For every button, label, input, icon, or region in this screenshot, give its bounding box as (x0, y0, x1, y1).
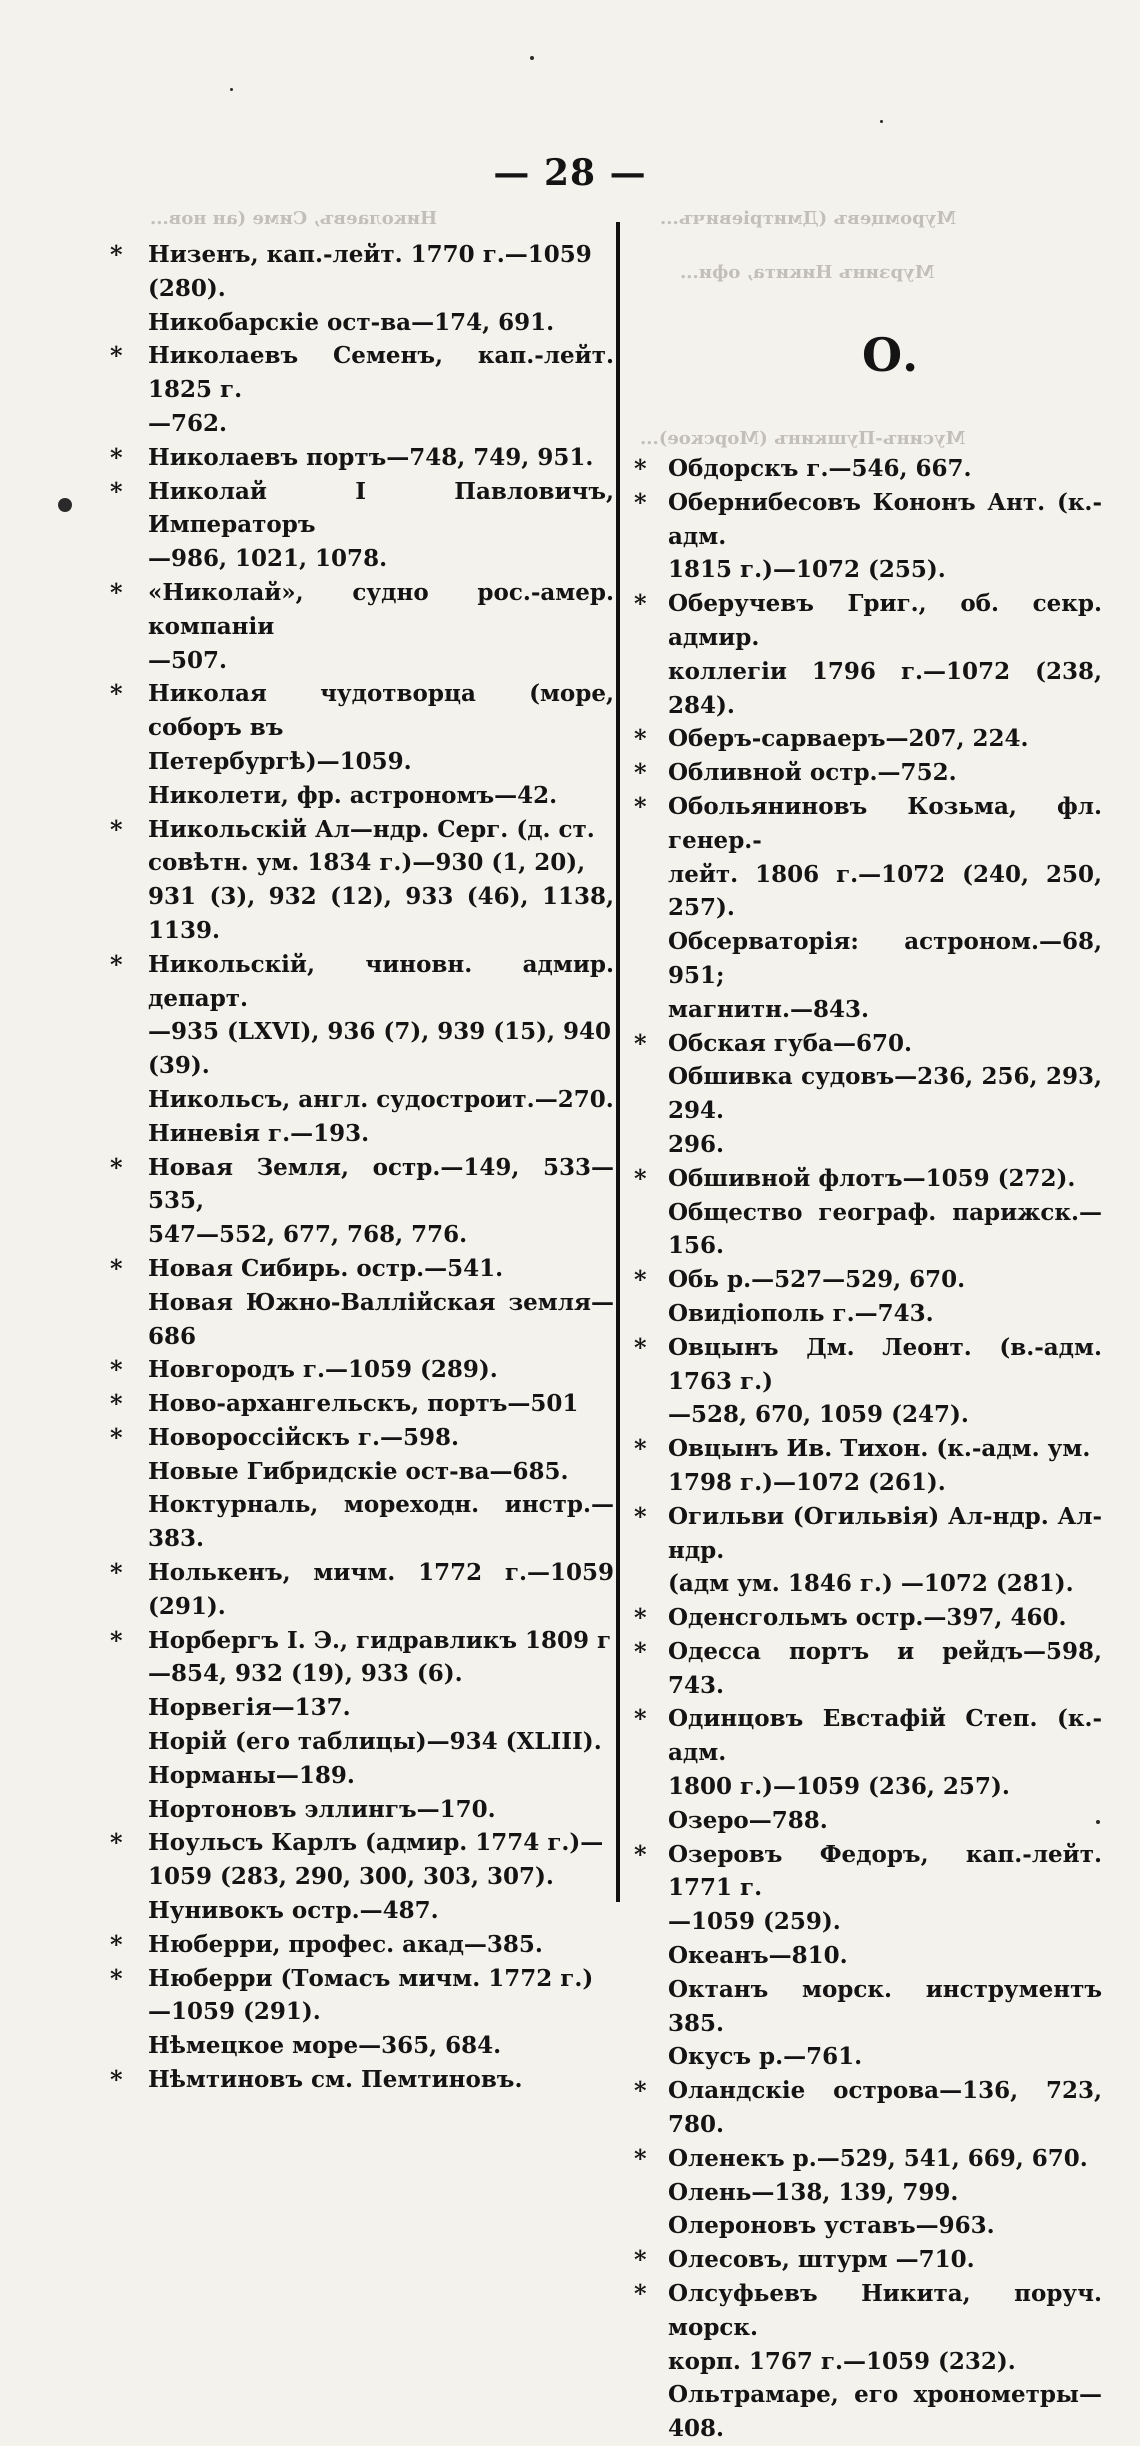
asterisk-marker-icon: * (634, 1636, 647, 1666)
ink-speck (880, 120, 883, 123)
bleed-through-text: Муромцевъ (Дмитріевичъ... (660, 208, 957, 229)
index-entry-text: Норвегія—137. (148, 1694, 351, 1722)
index-entry (108, 1117, 614, 1151)
asterisk-marker-icon: * (634, 454, 647, 483)
index-entry-text: Овцынъ Дм. Леонт. (в.-адм. 1763 г.) —528, 670, 1059 (247). (668, 1333, 1102, 1429)
index-entry-text: Олень—138, 139, 799. (668, 2178, 959, 2206)
index-entry (108, 1793, 614, 1827)
index-entry (108, 1962, 614, 2030)
index-entry (632, 452, 1102, 486)
asterisk-marker-icon: * (110, 949, 123, 979)
index-entry-text: Олсуфьевъ Никита, поруч. морск. корп. 1767 г.—1059 (232). (668, 2280, 1102, 2375)
index-entry-text: Ноктурналь, мореходн. инстр.—383. (148, 1491, 614, 1553)
index-entry (632, 1060, 1102, 1161)
asterisk-marker-icon: * (634, 2245, 647, 2275)
asterisk-marker-icon: * (110, 1558, 123, 1588)
asterisk-marker-icon: * (110, 814, 123, 844)
index-entry-text: Ноульсъ Карлъ (адмир. 1774 г.)— 1059 (283, 290, 300, 303, 307). (148, 1829, 604, 1891)
index-entry-text: Николети, фр. астрономъ—42. (148, 781, 558, 809)
asterisk-marker-icon: * (634, 1028, 647, 1058)
index-entry-text: Ольтрамаре, его хронометры—408. (668, 2381, 1102, 2443)
asterisk-marker-icon: * (634, 758, 647, 788)
asterisk-marker-icon: * (634, 1501, 647, 1531)
index-entry (108, 1624, 614, 1692)
index-entry (632, 2243, 1102, 2277)
right-column (632, 452, 1102, 2446)
index-entry (108, 1252, 614, 1286)
index-entry-text: Оберъ-сарваеръ—207, 224. (668, 725, 1029, 753)
asterisk-marker-icon: * (110, 577, 123, 607)
index-entry-text: Олесовъ, штурм —710. (668, 2246, 975, 2274)
index-entry (632, 2040, 1102, 2074)
asterisk-marker-icon: * (634, 1704, 647, 1734)
index-entry-text: Общество географ. парижск.—156. (668, 1198, 1102, 1260)
asterisk-marker-icon: * (110, 1389, 123, 1419)
index-entry (632, 925, 1102, 1026)
index-entry-text: Никольскій Ал—ндр. Серг. (д. ст. совѣтн. ум. 1834 г.)—930 (1, 20), 931 (3), 932 (12), 933 (46), 1138, 1139. (148, 815, 614, 944)
asterisk-marker-icon: * (110, 341, 123, 371)
index-entry-text: Новороссійскъ г.—598. (148, 1423, 460, 1451)
index-entry (108, 1286, 614, 1354)
ink-speck (230, 88, 233, 91)
index-entry (632, 1702, 1102, 1803)
index-entry (632, 1263, 1102, 1297)
asterisk-marker-icon: * (110, 240, 123, 269)
index-entry (632, 1432, 1102, 1500)
index-entry (108, 2063, 614, 2097)
index-entry-text: Оберучевъ Григ., об. секр. адмир. коллегіи 1796 г.—1072 (238, 284). (668, 590, 1102, 719)
index-entry-text: Нортоновъ эллингъ—170. (148, 1795, 496, 1823)
left-column (108, 238, 614, 2097)
index-entry (632, 1196, 1102, 1264)
index-entry-text: Низенъ, кап.-лейт. 1770 г.—1059 (280). (148, 241, 592, 302)
index-entry (108, 1928, 614, 1962)
index-entry-text: Одесса портъ и рейдъ—598, 743. (668, 1637, 1102, 1699)
index-entry (108, 238, 614, 306)
index-entry (632, 1297, 1102, 1331)
index-entry (632, 2142, 1102, 2176)
asterisk-marker-icon: * (634, 791, 647, 821)
asterisk-marker-icon: * (110, 1929, 123, 1959)
bleed-through-text: Мусинъ-Пушкинъ (Морское)... (640, 428, 966, 449)
index-entry (632, 2209, 1102, 2243)
index-entry (108, 1488, 614, 1556)
index-entry-text: Николаевъ портъ—748, 749, 951. (148, 443, 594, 471)
index-entry-text: Нюберри (Томасъ мичм. 1772 г.) —1059 (291). (148, 1964, 594, 2026)
index-entry (632, 2074, 1102, 2142)
index-entry-text: Новая Земля, остр.—149, 533—535, 547—552, 677, 768, 776. (148, 1153, 614, 1249)
index-entry (108, 339, 614, 440)
section-letter-heading: О. (862, 328, 919, 382)
index-entry (108, 1725, 614, 1759)
index-entry (108, 1826, 614, 1894)
index-entry (108, 1556, 614, 1624)
index-entry-text: Нѣмтиновъ см. Пемтиновъ. (148, 2066, 523, 2094)
index-entry (108, 306, 614, 340)
index-entry (632, 1635, 1102, 1703)
index-entry (108, 1083, 614, 1117)
index-entry (632, 2176, 1102, 2210)
index-entry-text: Норій (его таблицы)—934 (XLIII). (148, 1728, 602, 1756)
index-entry (632, 486, 1102, 587)
index-entry-text: Обшивной флотъ—1059 (272). (668, 1164, 1076, 1192)
index-entry-text: Обшивка судовъ—236, 256, 293, 294. 296. (668, 1063, 1102, 1158)
asterisk-marker-icon: * (634, 724, 647, 754)
asterisk-marker-icon: * (110, 442, 123, 472)
ink-spot (58, 498, 72, 512)
index-entry-text: Нѣмецкое море—365, 684. (148, 2032, 502, 2060)
index-entry (632, 1331, 1102, 1432)
asterisk-marker-icon: * (110, 1828, 123, 1858)
asterisk-marker-icon: * (110, 476, 123, 506)
index-entry (108, 948, 614, 1083)
index-entry-text: Огильви (Огильвія) Ал-ндр. Ал-ндр. (адм ум. 1846 г.) —1072 (281). (668, 1502, 1102, 1598)
asterisk-marker-icon: * (110, 1422, 123, 1452)
index-entry-text: Новая Сибирь. остр.—541. (148, 1254, 504, 1282)
index-entry-text: Никобарскіе ост-ва—174, 691. (148, 308, 555, 336)
index-entry-text: Олероновъ уставъ—963. (668, 2212, 995, 2240)
index-entry-text: Оленекъ р.—529, 541, 669, 670. (668, 2144, 1088, 2172)
asterisk-marker-icon: * (634, 1434, 647, 1464)
index-entry-text: Нунивокъ остр.—487. (148, 1897, 439, 1925)
index-entry-text: Никольсъ, англ. судостроит.—270. (148, 1085, 614, 1113)
asterisk-marker-icon: * (634, 1839, 647, 1869)
index-entry-text: Овцынъ Ив. Тихон. (к.-адм. ум. 1798 г.)—1072 (261). (668, 1435, 1091, 1496)
index-entry-text: Обь р.—527—529, 670. (668, 1266, 966, 1294)
index-entry-text: Николая чудотворца (море, соборъ въ Петербургѣ)—1059. (148, 680, 614, 775)
index-entry (632, 1027, 1102, 1061)
index-entry-text: Николаевъ Семенъ, кап.-лейт. 1825 г. —762. (148, 342, 614, 437)
asterisk-marker-icon: * (110, 2065, 123, 2095)
index-entry-text: Обернибесовъ Кононъ Ант. (к.-адм. 1815 г.)—1072 (255). (668, 488, 1102, 584)
index-entry (632, 1500, 1102, 1601)
asterisk-marker-icon: * (634, 2076, 647, 2106)
page-number: — 28 — (493, 152, 647, 194)
index-entry-text: Норбергъ І. Э., гидравликъ 1809 г —854, 932 (19), 933 (6). (148, 1626, 612, 1688)
index-entry (632, 1973, 1102, 2041)
index-entry-text: Овидіополь г.—743. (668, 1299, 934, 1327)
asterisk-marker-icon: * (110, 1355, 123, 1385)
index-entry-text: Ниневія г.—193. (148, 1119, 370, 1147)
index-entry (632, 722, 1102, 756)
index-entry (632, 790, 1102, 925)
column-divider (616, 222, 620, 1902)
asterisk-marker-icon: * (634, 1332, 647, 1362)
index-entry (108, 2029, 614, 2063)
index-entry (632, 756, 1102, 790)
index-entry-text: Никольскій, чиновн. адмир. департ. —935 (LXVI), 936 (7), 939 (15), 940 (39). (148, 950, 614, 1080)
index-entry (108, 475, 614, 576)
asterisk-marker-icon: * (634, 487, 647, 517)
index-entry (632, 1939, 1102, 1973)
asterisk-marker-icon: * (634, 589, 647, 619)
index-entry-text: Обская губа—670. (668, 1029, 912, 1057)
index-entry-text: Ново-архангельскъ, портъ—501 (148, 1390, 579, 1418)
index-entry (632, 1162, 1102, 1196)
asterisk-marker-icon: * (634, 1603, 647, 1633)
asterisk-marker-icon: * (634, 2143, 647, 2173)
asterisk-marker-icon: * (110, 1963, 123, 1993)
index-entry (108, 1387, 614, 1421)
index-entry (108, 813, 614, 948)
ink-speck (530, 56, 534, 60)
index-entry-text: Новые Гибридскіе ост-ва—685. (148, 1457, 569, 1485)
index-entry-text: Оденсгольмъ остр.—397, 460. (668, 1604, 1067, 1632)
asterisk-marker-icon: * (634, 1265, 647, 1295)
asterisk-marker-icon: * (634, 1163, 647, 1193)
index-entry-text: «Николай», судно рос.-амер. компаніи —507. (148, 578, 614, 674)
asterisk-marker-icon: * (110, 1152, 123, 1182)
index-entry (108, 576, 614, 677)
index-entry-text: Окусъ р.—761. (668, 2043, 863, 2071)
index-entry-text: Обсерваторія: астроном.—68, 951; магнитн.—843. (668, 928, 1102, 1023)
index-entry-text: Озеровъ Федоръ, кап.-лейт. 1771 г. —1059 (259). (668, 1840, 1102, 1936)
index-entry (108, 1455, 614, 1489)
index-entry (108, 1691, 614, 1725)
index-entry (632, 1601, 1102, 1635)
index-entry (632, 1804, 1102, 1838)
index-entry (108, 1421, 614, 1455)
index-entry (632, 587, 1102, 722)
index-entry-text: Обольяниновъ Козьма, фл. генер.- лейт. 1806 г.—1072 (240, 250, 257). (668, 792, 1102, 922)
bleed-through-text: Мурзинъ Никита, офи... (680, 262, 935, 283)
index-entry-text: Океанъ—810. (668, 1942, 848, 1970)
index-entry (108, 1353, 614, 1387)
index-entry-text: Николай I Павловичъ, Императоръ —986, 1021, 1078. (148, 477, 614, 573)
index-entry-text: Обливной остр.—752. (668, 759, 957, 787)
index-entry-text: Оландскіе острова—136, 723, 780. (668, 2077, 1102, 2139)
index-entry (108, 1759, 614, 1793)
index-entry (632, 2277, 1102, 2378)
bleed-through-text: Николаевъ, Симе (ан нов... (150, 208, 438, 229)
index-entry-text: Норманы—189. (148, 1761, 355, 1789)
index-entry-text: Нолькенъ, мичм. 1772 г.—1059 (291). (148, 1559, 614, 1620)
asterisk-marker-icon: * (110, 1625, 123, 1655)
index-entry (108, 677, 614, 778)
index-entry-text: Обдорскъ г.—546, 667. (668, 455, 972, 482)
index-entry-text: Новгородъ г.—1059 (289). (148, 1356, 498, 1384)
index-entry (108, 1151, 614, 1252)
index-entry (108, 779, 614, 813)
index-entry-text: Новая Южно-Валлійская земля—686 (148, 1288, 614, 1350)
index-entry (108, 441, 614, 475)
index-entry (632, 2378, 1102, 2446)
asterisk-marker-icon: * (634, 2279, 647, 2309)
index-entry-text: Озеро—788. (668, 1806, 828, 1834)
index-entry (632, 1838, 1102, 1939)
index-entry-text: Нюберри, профес. акад—385. (148, 1930, 543, 1958)
index-entry (108, 1894, 614, 1928)
index-entry-text: Одинцовъ Евстафій Степ. (к.-адм. 1800 г.)—1059 (236, 257). (668, 1705, 1102, 1801)
asterisk-marker-icon: * (110, 1253, 123, 1283)
index-entry-text: Октанъ морск. инструментъ 385. (668, 1975, 1102, 2037)
asterisk-marker-icon: * (110, 679, 123, 709)
